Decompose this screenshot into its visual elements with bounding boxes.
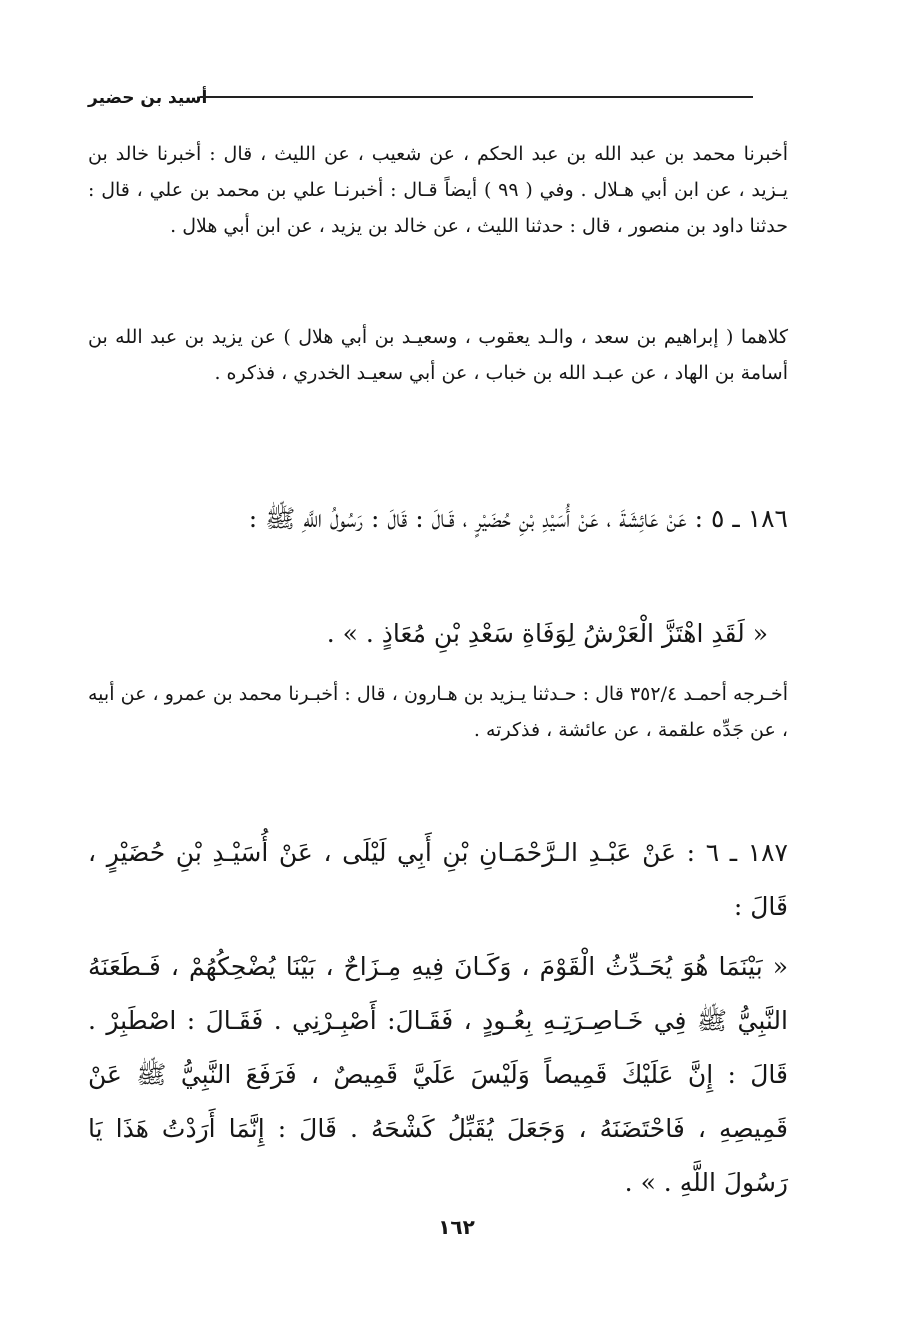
hadith-187-heading: ١٨٧ ـ ٦ : عَنْ عَبْـدِ الـرَّحْمَـانِ بْنِ أَبِي لَيْلَى ، عَنْ أُسَيْـدِ بْنِ حُضَيْرٍ ، قَالَ :	[88, 838, 788, 921]
running-header	[88, 86, 753, 116]
hadith-186-quote: « لَقَدِ اهْتَزَّ الْعَرْشُ لِوَفَاةِ سَعْدِ بْنِ مُعَاذٍ . » .	[326, 619, 768, 648]
header-rule	[200, 96, 753, 98]
hadith-186-heading: ١٨٦ ـ ٥ : عَنْ عَائِشَةَ ، عَنْ أُسَيْدِ بْنِ حُضَيْرٍ ، قَـالَ : قَالَ : رَسُولُ اللَّهِ ﷺ :	[248, 504, 788, 533]
page-number: ١٦٢	[438, 1215, 475, 1239]
hadith-187-quote: « بَيْنَمَا هُوَ يُحَـدِّثُ الْقَوْمَ ، وَكَـانَ فِيهِ مِـزَاحٌ ، بَيْنَا يُضْحِكُهُمْ ، فَـطَعَنَهُ النَّبِيُّ ﷺ فِي خَـاصِـرَتِـهِ بِعُـودٍ ، فَقَـالَ: أَصْبِـرْنِي . فَقَـالَ : اصْطَبِرْ . قَالَ : إِنَّ عَلَيْكَ قَمِيصاً وَلَيْسَ عَلَيَّ قَمِيصٌ ، فَرَفَعَ النَّبِيُّ ﷺ عَنْ قَمِيصِهِ ، فَاحْتَضَنَهُ ، وَجَعَلَ يُقَبِّلُ كَشْحَهُ . قَالَ : إِنَّمَا أَرَدْتُ هَذَا يَا رَسُولَ اللَّهِ . » .	[88, 952, 788, 1197]
source-paragraph-2: كلاهما ( إبراهيم بن سعد ، والـد يعقوب ، وسعيـد بن أبي هلال ) عن يزيد بن عبد الله بن أسامة بن الهاد ، عن عبـد الله بن خباب ، عن أبي سعيـد الخدري ، فذكره .	[88, 326, 788, 384]
header-title: أسيد بن حضير	[88, 88, 208, 108]
hadith-186-takhrij: أخـرجه أحمـد ٣٥٢/٤ قال : حـدثنا يـزيد بن هـارون ، قال : أخبـرنا محمد بن عمرو ، عن أبيه ، عن جَدِّه علقمة ، عن عائشة ، فذكرته .	[88, 683, 789, 741]
source-paragraph-1: أخبرنا محمد بن عبد الله بن عبد الحكم ، عن شعيب ، عن الليث ، قال : أخبرنا خالد بن يـزيد ، عن ابن أبي هـلال . وفي ( ٩٩ ) أيضاً قـال : أخبرنـا علي بن محمد بن علي ، قال : حدثنا داود بن منصور ، قال : حدثنا الليث ، عن خالد بن يزيد ، عن ابن أبي هلال .	[88, 143, 788, 237]
